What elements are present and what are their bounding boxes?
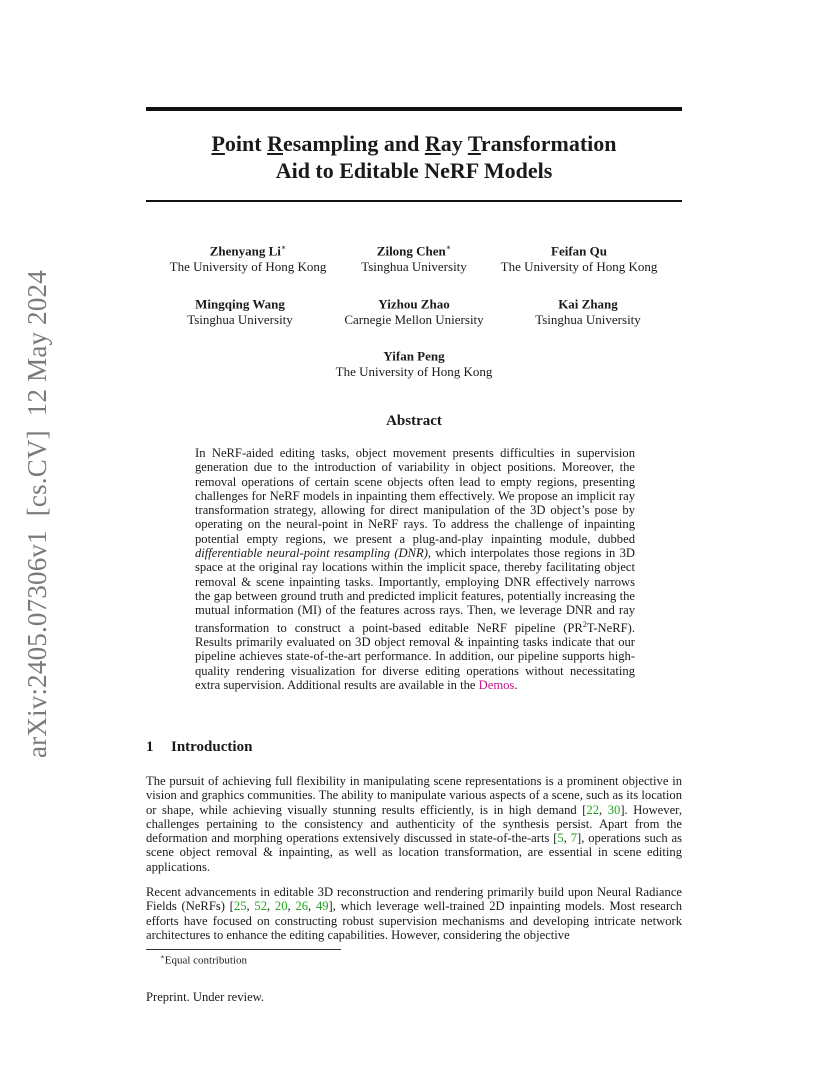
intro-paragraph-1 (146, 774, 682, 874)
section-heading: 1 Introduction (146, 739, 253, 755)
paragraph-text: , (308, 899, 316, 914)
title-part: R (424, 131, 441, 156)
citation-link[interactable]: 49 (315, 899, 329, 914)
demos-link[interactable]: Demos (478, 677, 515, 692)
title-line-1 (146, 130, 682, 157)
author-name: Kai Zhang (558, 296, 618, 312)
footer-note: Preprint. Under review. (146, 990, 265, 1004)
author-block (469, 240, 689, 275)
author-block (304, 345, 524, 380)
paragraph-text: Recent advancements in editable 3D reconstruction and rendering primarily build upon Neural Radiance Fields (NeRFs) [ (146, 885, 682, 914)
author-name: Feifan Qu (551, 243, 607, 259)
citation-link[interactable]: 5 (557, 831, 564, 846)
title-part: R (267, 131, 283, 156)
top-rule (146, 107, 682, 111)
paragraph-text: The pursuit of achieving full flexibility in manipulating scene representations is a prominent objective in vision and graphics communities. The ability to manipulate various aspects of a scene, such as its location or shape, while achieving visually stunning results efficiently, is in high demand [ (146, 774, 682, 817)
citation-link[interactable]: 52 (254, 899, 267, 914)
author-affiliation: Tsinghua University (535, 312, 641, 328)
footnote: ∗Equal contribution (160, 953, 247, 967)
title-part: oint (224, 131, 268, 156)
author-affiliation: The University of Hong Kong (169, 259, 327, 275)
citation-link[interactable]: 20 (274, 899, 288, 914)
abstract-heading: Abstract (386, 413, 442, 429)
author-name: Yifan Peng (383, 348, 445, 364)
title-part: P (211, 131, 225, 156)
author-affiliation: The University of Hong Kong (335, 364, 493, 380)
paragraph-text: ], operations such as scene object removal & inpainting, as well as location transformation, are essential in scene editing applications. (146, 831, 683, 874)
author-affiliation: Tsinghua University (361, 259, 467, 275)
author-affiliation: Carnegie Mellon Uniersity (344, 312, 484, 328)
title-part: T (467, 131, 481, 156)
paper-title (146, 130, 682, 184)
paragraph-text: , (563, 831, 571, 846)
title-part: ay (440, 131, 468, 156)
paragraph-text: ]. However, challenges pertaining to the consistency and authenticity of the synthesis persist. Apart from the deformation and morphing operations extensively discussed in state-of-the-arts [ (146, 802, 683, 846)
paragraph-text: , (599, 802, 608, 817)
citation-link[interactable]: 22 (586, 802, 600, 817)
footnote-rule (146, 949, 341, 950)
citation-link[interactable]: 7 (570, 831, 578, 846)
paragraph-text: , (246, 899, 255, 914)
author-block (478, 293, 698, 328)
citation-link[interactable]: 25 (233, 899, 247, 914)
author-name: Zilong Chen∗ (376, 243, 452, 259)
author-name: Mingqing Wang (195, 296, 285, 312)
title-part: esampling and (283, 131, 425, 156)
author-affiliation: The University of Hong Kong (500, 259, 658, 275)
author-name: Yizhou Zhao (378, 296, 450, 312)
title-part: ransformation (480, 131, 617, 156)
paragraph-text: , (267, 899, 275, 914)
citation-link[interactable]: 26 (295, 899, 309, 914)
title-rule (146, 200, 682, 202)
author-affiliation: Tsinghua University (187, 312, 293, 328)
title-line-2: Aid to Editable NeRF Models (275, 158, 553, 183)
arxiv-stamp: arXiv:2405.07306v1 [cs.CV] 12 May 2024 (22, 270, 52, 758)
author-name: Zhenyang Li∗ (209, 243, 287, 259)
paragraph-text: ], which leverage well-trained 2D inpainting models. Most research efforts have focused on constructing robust supervision mechanisms and developing intricate network architectures to enhance the editing capabilities. However, considering the objective (146, 899, 683, 942)
intro-paragraph-2 (146, 885, 682, 942)
paragraph-text: , (287, 899, 296, 914)
abstract-body: In NeRF-aided editing tasks, object movement presents difficulties in supervision generation due to the introduction of variability in object positions. Moreover, the removal operations of certain scene objects often lead to empty regions, presenting challenges for NeRF models in inpainting them effectively. We propose an implicit ray transformation strategy, allowing for direct manipulation of the 3D object’s pose by operating on the neural-point in NeRF rays. To address the challenge of inpainting potential empty regions, we present a plug-and-play inpainting module, dubbed differentiable neural-point resampling (DNR), which interpolates those regions in 3D space at the original ray locations within the implicit space, thereby facilitating object removal & scene inpainting tasks. Importantly, employing DNR effectively narrows the gap between ground truth and predicted implicit features, potentially increasing the mutual information (MI) of the features across rays. Then, we leverage DNR and ray transformation to construct a point-based editable NeRF pipeline $(PR^2T-NeRF)$. Results primarily evaluated on 3D object removal & inpainting tasks indicate that our pipeline achieves state-of-the-art performance. In addition, our pipeline supports high-quality rendering visualization for diverse editing operations without necessitating extra supervision. Additional results are available in the Demos. (195, 446, 635, 692)
citation-link[interactable]: 30 (607, 802, 621, 817)
